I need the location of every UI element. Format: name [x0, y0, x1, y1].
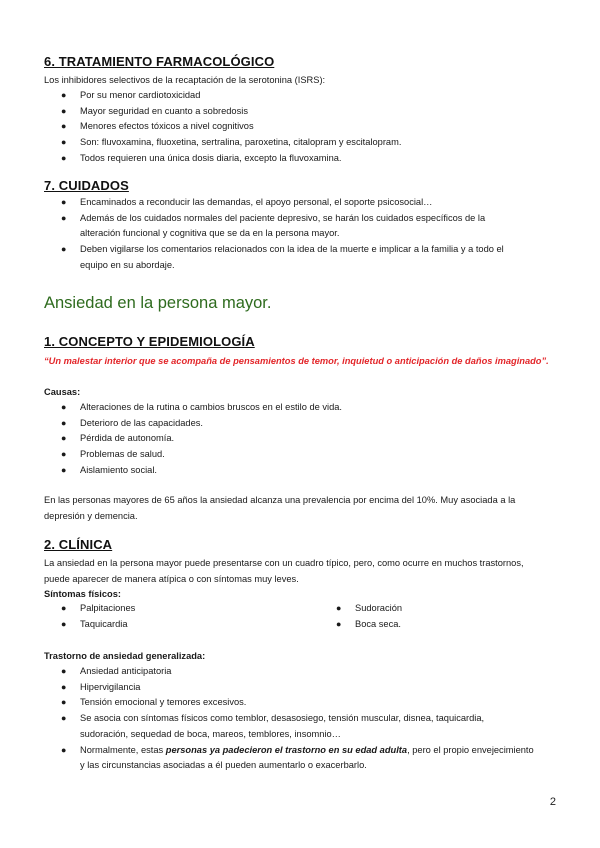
causes-list: [44, 400, 524, 479]
list-item: ● Mayor seguridad en cuanto a sobredosis: [44, 104, 524, 120]
page-number: 2: [549, 796, 556, 808]
gad-label: Trastorno de ansiedad generalizada:: [44, 651, 206, 661]
causes-label: Causas:: [44, 387, 81, 397]
list-item: ● Tensión emocional y temores excesivos.: [44, 695, 534, 711]
bullet-icon: ●: [61, 464, 67, 475]
list-item: ● Además de los cuidados normales del paciente depresivo, se harán los cuidados específicos de la alteración funcional y cognitiva que se da en la persona mayor.: [61, 212, 486, 239]
bullet-icon: ●: [61, 244, 67, 255]
section-1-heading: 1. CONCEPTO Y EPIDEMIOLOGÍA: [44, 334, 255, 349]
bullet-icon: ●: [61, 90, 67, 100]
section-6-heading: 6. TRATAMIENTO FARMACOLÓGICO: [44, 54, 275, 69]
clinic-intro: La ansiedad en la persona mayor puede presentarse con un cuadro típico, pero, como ocurre en muchos trastornos, puede aparecer de manera atípica o con síntomas muy leves.: [44, 558, 524, 584]
bullet-icon: ●: [61, 681, 67, 692]
list-item: ● Ansiedad anticipatoria: [44, 664, 534, 680]
physical-symptoms-left: [44, 601, 304, 632]
list-item: ● Deben vigilarse los comentarios relacionados con la idea de la muerte e implicar a la familia y a todo el equipo en su abordaje.: [61, 244, 504, 270]
bullet-icon: ●: [61, 713, 67, 724]
bullet-icon: ●: [61, 618, 67, 629]
section-6-intro: Los inhibidores selectivos de la recaptación de la serotonina (ISRS):: [44, 75, 326, 85]
bullet-icon: ●: [61, 137, 67, 148]
emphasis-text: personas ya padecieron el trastorno en su edad adulta: [165, 744, 408, 755]
list-item: ● Problemas de salud.: [44, 447, 524, 463]
bullet-icon: ●: [61, 197, 67, 207]
bullet-icon: ●: [61, 666, 67, 676]
chapter-title: Ansiedad en la persona mayor.: [44, 294, 272, 312]
bullet-icon: ●: [61, 697, 67, 708]
bullet-icon: ●: [336, 603, 342, 613]
section-7-list: [44, 195, 524, 274]
list-item: ● Sudoración: [319, 601, 549, 617]
bullet-icon: ●: [61, 121, 67, 132]
list-item: ● Deterioro de las capacidades.: [44, 416, 524, 432]
bullet-icon: ●: [61, 744, 67, 755]
bullet-icon: ●: [61, 402, 67, 412]
list-item: ● Aislamiento social.: [44, 463, 524, 479]
bullet-icon: ●: [61, 433, 67, 444]
bullet-icon: ●: [61, 105, 67, 116]
definition-quote: “Un malestar interior que se acompaña de pensamientos de temor, inquietud o anticipación de daños imaginado”.: [44, 356, 549, 366]
section-7-heading: 7. CUIDADOS: [44, 178, 129, 193]
list-item: ● Por su menor cardiotoxicidad: [44, 88, 524, 104]
list-item: ● Palpitaciones: [44, 601, 304, 617]
list-item: ● Alteraciones de la rutina o cambios bruscos en el estilo de vida.: [44, 400, 524, 416]
bullet-icon: ●: [336, 618, 342, 629]
list-item: ● Normalmente, estas personas ya padecieron el trastorno en su edad adulta, pero el propio envejecimiento y las circunstancias asociadas a él pueden aumentarlo o exacerbarlo.: [61, 744, 534, 771]
list-item: ● Encaminados a reconducir las demandas, el apoyo personal, el soporte psicosocial…: [44, 195, 524, 211]
list-item: ● Pérdida de autonomía.: [44, 431, 524, 447]
bullet-icon: ●: [61, 449, 67, 460]
physical-symptoms-columns: [44, 601, 556, 635]
physical-symptoms-label: Síntomas físicos:: [44, 589, 121, 599]
section-6-list: [44, 88, 524, 167]
list-item: ● Hipervigilancia: [44, 680, 534, 696]
bullet-icon: ●: [61, 603, 67, 613]
gad-list: [44, 664, 534, 774]
bullet-icon: ●: [61, 152, 67, 163]
list-item: ● Boca seca.: [319, 617, 549, 633]
list-item: ● Taquicardia: [44, 617, 304, 633]
prevalence-paragraph: En las personas mayores de 65 años la ansiedad alcanza una prevalencia por encima del 10%. Muy asociada a la depresión y demencia.: [44, 495, 516, 521]
list-item: ● Todos requieren una única dosis diaria, excepto la fluvoxamina.: [44, 151, 524, 167]
list-item: ● Son: fluvoxamina, fluoxetina, sertralina, paroxetina, citalopram y escitalopram.: [44, 135, 524, 151]
list-item: ● Menores efectos tóxicos a nivel cognitivos: [44, 119, 524, 135]
bullet-icon: ●: [61, 212, 67, 223]
bullet-icon: ●: [61, 417, 67, 428]
list-item: ● Se asocia con síntomas físicos como temblor, desasosiego, tensión muscular, disnea, taquicardia, sudoración, sequedad de boca, mareos, temblores, insomnio…: [61, 713, 485, 739]
section-2-heading: 2. CLÍNICA: [44, 537, 113, 552]
physical-symptoms-right: [319, 601, 549, 632]
